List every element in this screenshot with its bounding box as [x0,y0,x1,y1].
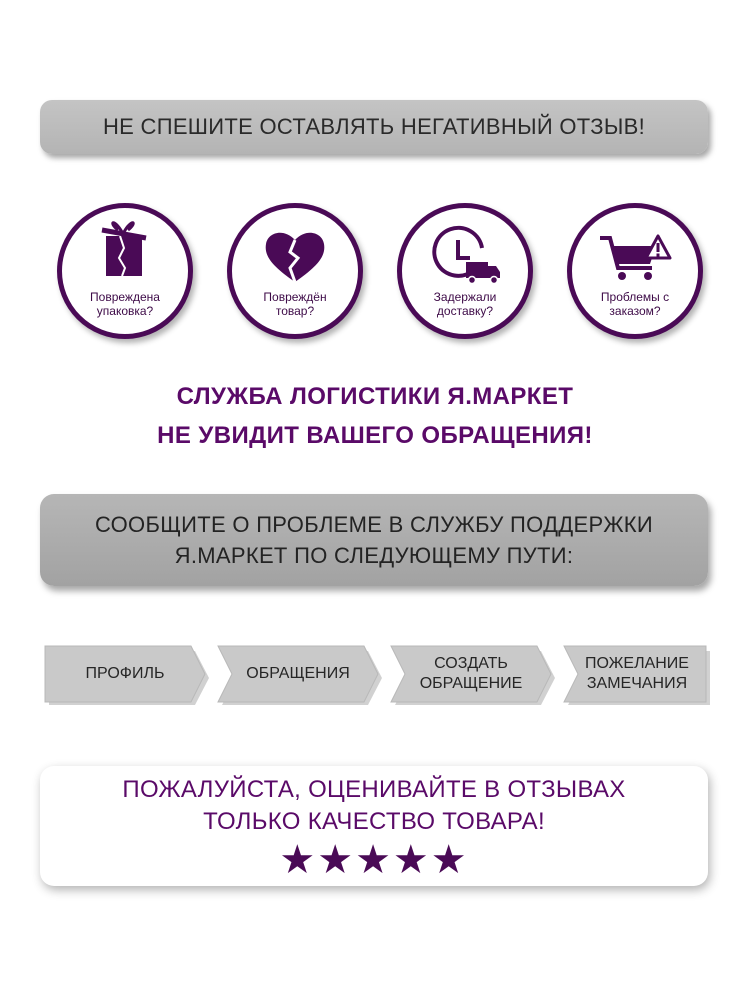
damaged-item-badge [227,203,363,339]
five-stars-icon: ★★★★★ [279,838,469,882]
logistics-notice-line-1: СЛУЖБА ЛОГИСТИКИ Я.МАРКЕТ [176,383,574,410]
step-requests-label: ОБРАЩЕНИЯ [246,665,350,682]
order-problem-badge [567,203,703,339]
damaged-package-caption: Повреждена упаковка? [90,290,160,318]
logistics-notice-line-2: НЕ УВИДИТ ВАШЕГО ОБРАЩЕНИЯ! [157,422,593,449]
step-wishes-line-1: ПОЖЕЛАНИЕ [585,655,689,672]
delayed-delivery-caption: Задержали доставку? [433,290,497,318]
delayed-delivery-badge [397,203,533,339]
damaged-item-caption: Повреждён товар? [263,290,327,318]
damaged-package-badge [57,203,193,339]
support-path-steps [0,640,750,710]
support-banner-line-1: СООБЩИТЕ О ПРОБЛЕМЕ В СЛУЖБУ ПОДДЕРЖКИ [94,512,654,537]
top-banner [40,100,708,154]
step-wishes-remarks [562,644,712,704]
support-banner-line-2: Я.МАРКЕТ ПО СЛЕДУЮЩЕМУ ПУТИ: [174,543,574,568]
order-problem-caption: Проблемы с заказом? [600,290,670,318]
top-banner-text: НЕ СПЕШИТЕ ОСТАВЛЯТЬ НЕГАТИВНЫЙ ОТЗЫВ! [102,114,646,139]
step-create-request-line-2: ОБРАЩЕНИЕ [419,675,523,692]
problem-icons-row [0,195,750,345]
step-profile-label: ПРОФИЛЬ [85,665,165,682]
step-create-request [389,644,553,704]
rating-card-line-2: ТОЛЬКО КАЧЕСТВО ТОВАРА! [203,808,545,835]
step-profile [43,644,207,704]
support-banner [40,494,708,586]
step-wishes-line-2: ЗАМЕЧАНИЯ [586,675,688,692]
step-create-request-line-1: СОЗДАТЬ [434,655,508,672]
step-requests [216,644,380,704]
rating-card-line-1: ПОЖАЛУЙСТА, ОЦЕНИВАЙТЕ В ОТЗЫВАХ [122,776,626,803]
rating-card [40,766,708,886]
